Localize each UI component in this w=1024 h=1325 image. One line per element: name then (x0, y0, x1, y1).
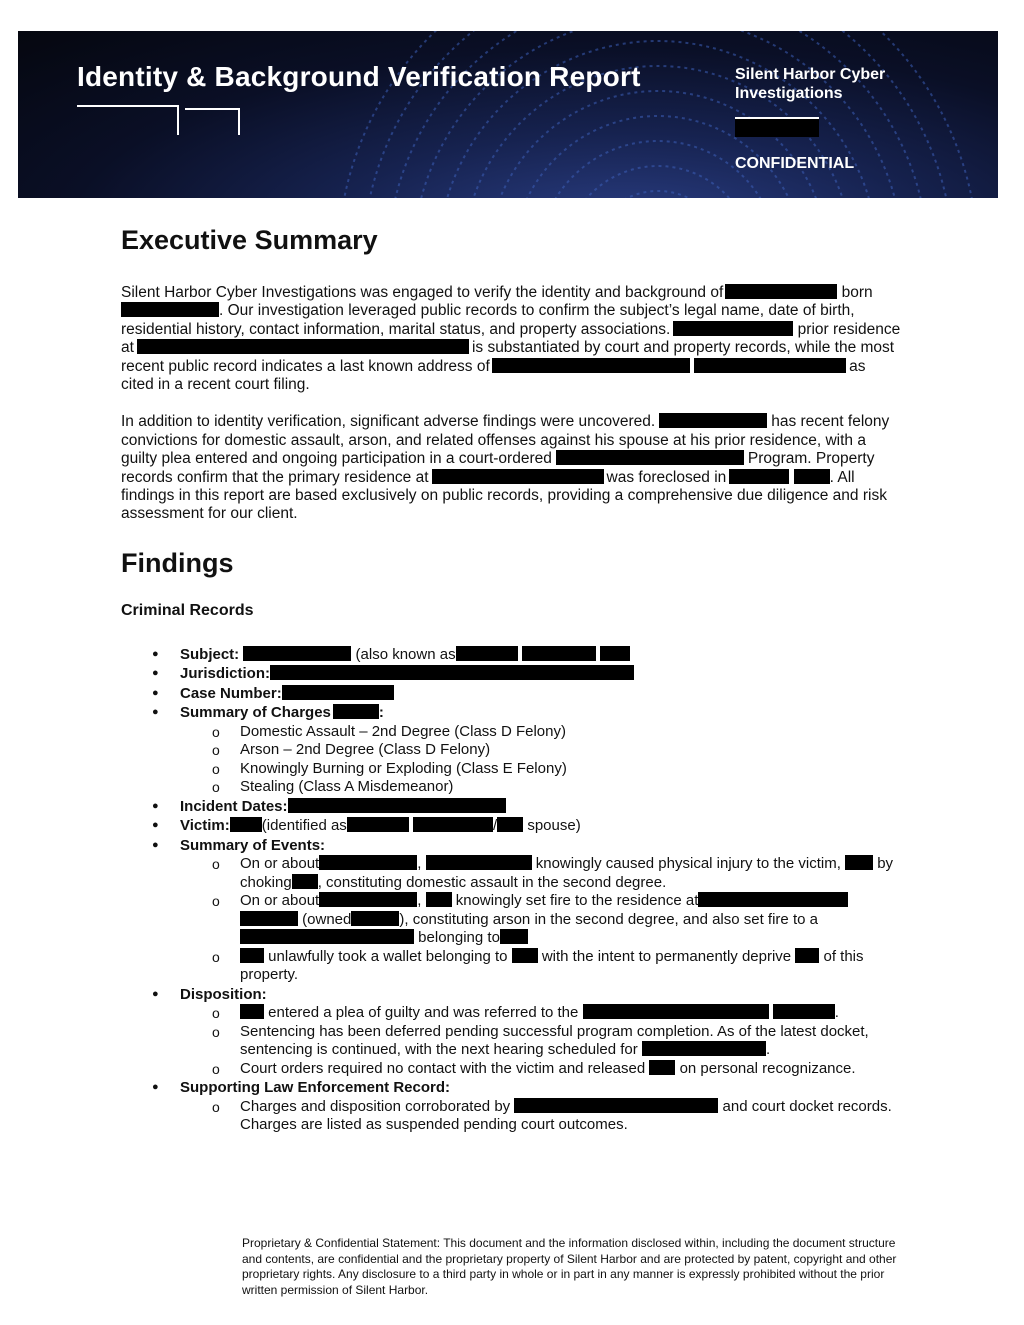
disposition-item (180, 1004, 901, 1023)
disposition-label: Disposition: (180, 985, 267, 1003)
redaction-bar (292, 874, 318, 889)
redaction-bar (673, 321, 793, 336)
redaction-bar (240, 1004, 264, 1019)
redaction-bar (426, 892, 452, 907)
redaction-bar (319, 855, 417, 870)
list-item (121, 664, 901, 684)
criminal-records-list (121, 645, 901, 1135)
event-item (180, 948, 901, 985)
redaction-bar (735, 117, 819, 137)
list-item (121, 1078, 901, 1135)
redaction-bar (694, 358, 846, 373)
event-item (180, 855, 901, 892)
list-item (121, 684, 901, 704)
redaction-bar (649, 1060, 675, 1075)
case-number-label: Case Number: (180, 684, 282, 702)
text: . All findings in this report are based exclusively on public records, providing a comprehensive due diligence and risk assessment for our client. (121, 468, 887, 523)
redaction-bar (333, 704, 379, 719)
redaction-bar (773, 1004, 835, 1019)
text: (also known as (355, 645, 456, 663)
redaction-bar (492, 358, 690, 373)
text: . Our investigation leveraged public records to confirm the subject’s legal name, date of birth, residential history, contact information, marital status, and property associations. (121, 302, 855, 338)
text: of this property. (240, 947, 864, 984)
disposition-item (180, 1023, 901, 1060)
findings-heading: Findings (121, 547, 234, 578)
event-item (180, 892, 901, 948)
support-item (180, 1098, 901, 1135)
disposition-list (180, 1004, 901, 1078)
text: is substantiated by court and property records, while the most recent public record indicates a last known address of (121, 339, 895, 375)
list-item (121, 645, 901, 665)
disposition-item (180, 1060, 901, 1079)
redaction-bar (795, 948, 819, 963)
text: Silent Harbor Cyber Investigations was engaged to verify the identity and background of (121, 284, 724, 301)
redaction-bar (642, 1041, 766, 1056)
text: entered a plea of guilty and was referred to the (268, 1004, 579, 1022)
list-item (121, 985, 901, 1079)
text: prior residence at (121, 320, 901, 357)
text: (identified as (261, 817, 347, 835)
text: as cited in a recent court filing. (121, 357, 866, 394)
subject-label: Subject: (180, 645, 240, 663)
redaction-bar (240, 911, 298, 926)
text: with the intent to permanently deprive (541, 947, 792, 965)
redaction-bar (725, 284, 837, 299)
report-title: Identity & Background Verification Report (77, 61, 641, 92)
redaction-bar (319, 892, 417, 907)
redaction-bar (282, 685, 394, 700)
redaction-bar (794, 469, 830, 484)
list-item (121, 797, 901, 817)
redaction-bar (659, 413, 767, 428)
redaction-bar (600, 646, 630, 661)
text: , constituting domestic assault in the second degree. (317, 873, 667, 891)
title-underline-decoration (185, 108, 240, 135)
victim-label: Victim: (180, 817, 230, 835)
redaction-bar (270, 665, 634, 680)
redaction-bar (556, 450, 744, 465)
text: born (841, 284, 873, 301)
redaction-bar (413, 817, 493, 832)
charge-item: o Knowingly Burning or Exploding (Class E Felony) (180, 760, 901, 779)
text: on personal recognizance. (679, 1059, 856, 1077)
criminal-records-subheading: Criminal Records (121, 601, 254, 619)
charge-item: o Stealing (Class A Misdemeanor) (180, 778, 901, 797)
summary-paragraph-1 (121, 284, 901, 394)
text: belonging to (418, 929, 500, 947)
text: Sentencing has been deferred pending successful program completion. As of the latest docket, sentencing is continued, with the next hearing scheduled for (240, 1022, 869, 1059)
title-underline-decoration (77, 105, 179, 135)
redaction-bar (137, 339, 469, 354)
redaction-bar (243, 646, 351, 661)
charge-item: o Domestic Assault – 2nd Degree (Class D Felony) (180, 723, 901, 742)
text: knowingly caused physical injury to the victim, (535, 855, 841, 873)
redaction-bar (288, 798, 506, 813)
list-item (121, 836, 901, 985)
text: On or about (240, 855, 320, 873)
redaction-bar (240, 929, 414, 944)
text: Court orders required no contact with the victim and released (240, 1059, 646, 1077)
list-item (121, 816, 901, 836)
list-item (121, 703, 901, 797)
redaction-bar (512, 948, 538, 963)
confidential-label: CONFIDENTIAL (735, 155, 855, 172)
text: / (492, 817, 498, 835)
text: (owned (302, 910, 352, 928)
redaction-bar (432, 469, 604, 484)
text: , (417, 892, 422, 910)
redaction-bar (729, 469, 789, 484)
redaction-bar (522, 646, 596, 661)
redaction-bar (514, 1098, 718, 1113)
report-header-banner (18, 31, 998, 198)
report-body (121, 225, 901, 1135)
redaction-bar (456, 646, 518, 661)
charge-item: o Arson – 2nd Degree (Class D Felony) (180, 741, 901, 760)
redaction-bar (497, 817, 523, 832)
redaction-bar (230, 817, 262, 832)
incident-dates-label: Incident Dates: (180, 797, 288, 815)
text: spouse) (527, 817, 581, 835)
redaction-bar (845, 855, 873, 870)
executive-summary-heading: Executive Summary (121, 225, 378, 255)
text: knowingly set fire to the residence at (455, 892, 699, 910)
text: was foreclosed in (606, 468, 727, 486)
text: by choking (240, 855, 894, 891)
redaction-bar (698, 892, 848, 907)
confidential-statement: Proprietary & Confidential Statement: This document and the information disclosed within, including the document structure and contents, are confidential and the proprietary property of Silent Harbor and are protected by patent, copyright and other proprietary rights. Any disclosure to a third party in whole or in part in any manner is expressly prohibited without the prior written permission of Silent Harbor. (242, 1236, 897, 1297)
summary-paragraph-2 (121, 413, 901, 523)
support-label: Supporting Law Enforcement Record: (180, 1079, 451, 1097)
charges-list (180, 723, 901, 797)
text: Charges and disposition corroborated by (240, 1097, 511, 1115)
text: unlawfully took a wallet belonging to (268, 947, 508, 965)
support-list (180, 1098, 901, 1135)
firm-name: Silent Harbor Cyber Investigations (735, 66, 886, 102)
text: . (765, 1041, 771, 1059)
redaction-bar (426, 855, 532, 870)
redaction-bar (240, 948, 264, 963)
charges-label: Summary of Charges (180, 704, 331, 722)
redaction-bar (583, 1004, 769, 1019)
text: ), constituting arson in the second degree, and also set fire to a (399, 910, 818, 928)
text: , (417, 855, 422, 873)
redaction-bar (121, 302, 219, 317)
text: has recent felony convictions for domestic assault, arson, and related offenses against his spouse at his prior residence, with a guilty plea entered and ongoing participation in a court-ordered (121, 413, 890, 468)
text: : (378, 704, 384, 722)
events-list (180, 855, 901, 985)
text: Program. Property records confirm that the primary residence at (121, 450, 875, 486)
text: In addition to identity verification, significant adverse findings were uncovered. (121, 413, 656, 431)
redaction-bar (347, 817, 409, 832)
text: . (834, 1004, 839, 1022)
text: and court docket records. Charges are listed as suspended pending court outcomes. (240, 1097, 892, 1134)
redaction-bar (500, 929, 528, 944)
jurisdiction-label: Jurisdiction: (180, 665, 271, 683)
redaction-bar (351, 911, 399, 926)
events-label: Summary of Events: (180, 836, 326, 854)
text: On or about (240, 892, 320, 910)
